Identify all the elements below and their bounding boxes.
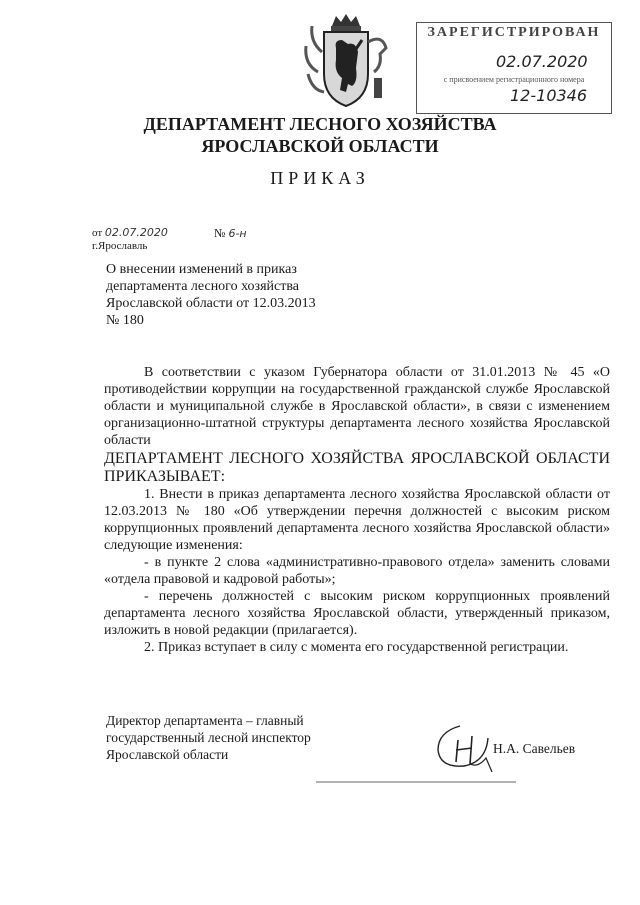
city: г.Ярославль	[92, 240, 148, 252]
signatory-title-line: государственный лесной инспектор	[106, 730, 311, 745]
subject-line: Ярославской области от 12.03.2013	[106, 296, 316, 311]
item-1-subitem-a: - в пункте 2 слова «административно-правового отдела» заменить словами «отдела правовой и кадровой работы»;	[104, 555, 610, 587]
stamp-date: 02.07.2020	[496, 52, 588, 71]
order-number	[214, 226, 247, 241]
preamble-paragraph: В соответствии с указом Губернатора области от 31.01.2013 № 45 «О противодействии коррупции на государственной гражданской службе Ярославской области и муниципальной службе в Ярославской области», в связи с изменением организационно-штатной структуры департамента лесного хозяйства Ярославской области	[104, 365, 610, 448]
signatory-title-line: Директор департамента – главный	[106, 713, 304, 728]
signature-underline	[316, 770, 516, 772]
stamp-caption: с присвоением регистрационного номера	[443, 75, 585, 84]
item-1: 1. Внести в приказ департамента лесного хозяйства Ярославской области от 12.03.2013 № 180 «Об утверждении перечня должностей с высоким риском коррупционных проявлений департамента лесного хозяйства Ярославской области» следующие изменения:	[104, 487, 610, 553]
stamp-title: ЗАРЕГИСТРИРОВАН	[427, 25, 601, 40]
date-value: 02.07.2020	[104, 226, 168, 239]
decree-heading: ДЕПАРТАМЕНТ ЛЕСНОГО ХОЗЯЙСТВА ЯРОСЛАВСКОЙ ОБЛАСТИ ПРИКАЗЫВАЕТ:	[104, 450, 610, 485]
item-1-subitem-b: - перечень должностей с высоким риском коррупционных проявлений департамента лесного хозяйства Ярославской области, утвержденный приказом, изложить в новой редакции (прилагается).	[104, 589, 610, 638]
number-label: №	[214, 226, 226, 240]
organization-line-1: ДЕПАРТАМЕНТ ЛЕСНОГО ХОЗЯЙСТВА	[143, 114, 497, 134]
number-value: 6-н	[228, 227, 247, 240]
signatory-name: Н.А. Савельев	[493, 741, 576, 756]
order-date	[92, 226, 168, 239]
coat-of-arms-icon	[296, 12, 396, 112]
subject-line: № 180	[106, 313, 144, 328]
registration-stamp	[416, 22, 612, 114]
organization-name	[120, 113, 520, 157]
order-subject	[106, 261, 346, 329]
organization-line-2: ЯРОСЛАВСКОЙ ОБЛАСТИ	[201, 136, 439, 156]
signatory-title	[106, 712, 356, 763]
document-type: ПРИКАЗ	[270, 168, 370, 188]
date-label: от	[92, 227, 103, 239]
item-2: 2. Приказ вступает в силу с момента его государственной регистрации.	[144, 640, 569, 655]
order-body	[104, 364, 610, 656]
subject-line: О внесении изменений в приказ	[106, 262, 297, 277]
stamp-number: 12-10346	[510, 86, 588, 105]
subject-line: департамента лесного хозяйства	[106, 279, 299, 294]
signatory-title-line: Ярославской области	[106, 747, 229, 762]
